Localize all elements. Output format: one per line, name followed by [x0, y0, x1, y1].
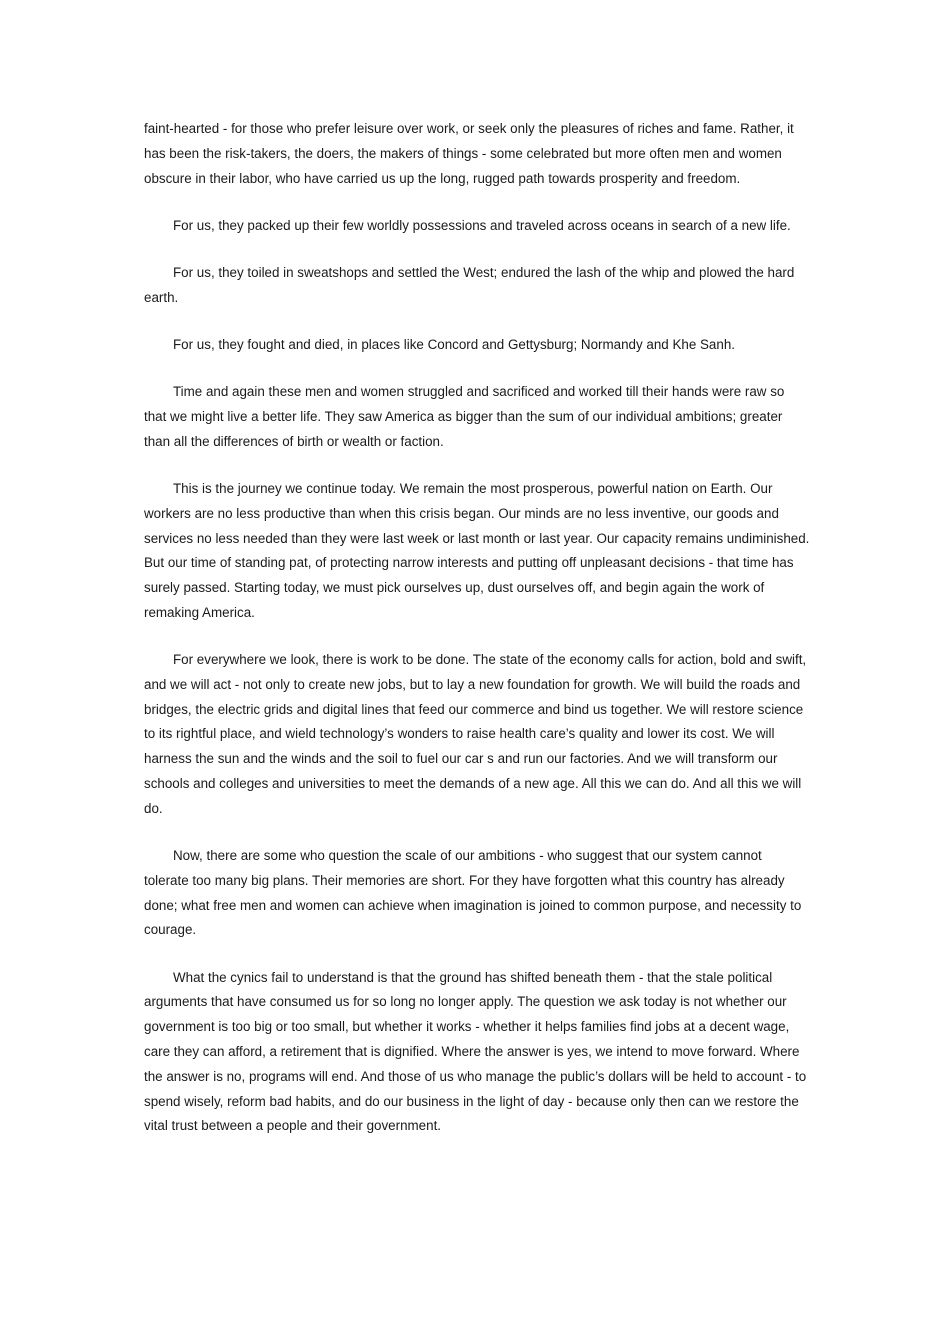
paragraph-4: For us, they fought and died, in places like Concord and Gettysburg; Normandy and Khe Sanh. — [173, 336, 735, 352]
paragraph-5: Time and again these men and women struggled and sacrificed and worked till their hands were raw so that we might live a better life. They saw America as bigger than the sum of our individual ambitions; greater than all the differences of birth or wealth or faction. — [144, 384, 785, 449]
paragraph-8: Now, there are some who question the scale of our ambitions - who suggest that our system cannot tolerate too many big plans. Their memories are short. For they have forgotten what this country has already done; what free men and women can achieve when imagination is joined to common purpose, and necessity to courage. — [144, 848, 802, 938]
paragraph-7: For everywhere we look, there is work to be done. The state of the economy calls for action, bold and swift, and we will act - not only to create new jobs, but to lay a new foundation for growth. We will build the roads and bridges, the electric grids and digital lines that feed our commerce and bind us together. We will restore science to its rightful place, and wield technology’s wonders to raise health care’s quality and lower its cost. We will harness the sun and the winds and the soil to fuel our car s and run our factories. And we will transform our schools and colleges and universities to meet the demands of a new age. All this we can do. And all this we will do. — [144, 652, 807, 816]
paragraph-3: For us, they toiled in sweatshops and settled the West; endured the lash of the whip and plowed the hard earth. — [144, 264, 795, 305]
paragraph-1: faint-hearted - for those who prefer leisure over work, or seek only the pleasures of riches and fame. Rather, it has been the risk-takers, the doers, the makers of things - some celebrated but more often men and women obscure in their labor, who have carried us up the long, rugged path towards prosperity and freedom. — [144, 121, 794, 186]
paragraph-6: This is the journey we continue today. We remain the most prosperous, powerful nation on Earth. Our workers are no less productive than when this crisis began. Our minds are no less inventive, our goods and services no less needed than they were last week or last month or last year. Our capacity remains undiminished. But our time of standing pat, of protecting narrow interests and putting off unpleasant decisions - that time has surely passed. Starting today, we must pick ourselves up, dust ourselves off, and begin again the work of remaking America. — [144, 480, 810, 620]
paragraph-2: For us, they packed up their few worldly possessions and traveled across oceans in search of a new life. — [173, 217, 791, 233]
paragraph-9: What the cynics fail to understand is that the ground has shifted beneath them - that the stale political arguments that have consumed us for so long no longer apply. The question we ask today is not whether our government is too big or too small, but whether it works - whether it helps families find jobs at a decent wage, care they can afford, a retirement that is dignified. Where the answer is yes, we intend to move forward. Where the answer is no, programs will end. And those of us who manage the public’s dollars will be held to account - to spend wisely, reform bad habits, and do our business in the light of day - because only then can we restore the vital trust between a people and their government. — [144, 969, 807, 1134]
document-body — [144, 117, 810, 1162]
